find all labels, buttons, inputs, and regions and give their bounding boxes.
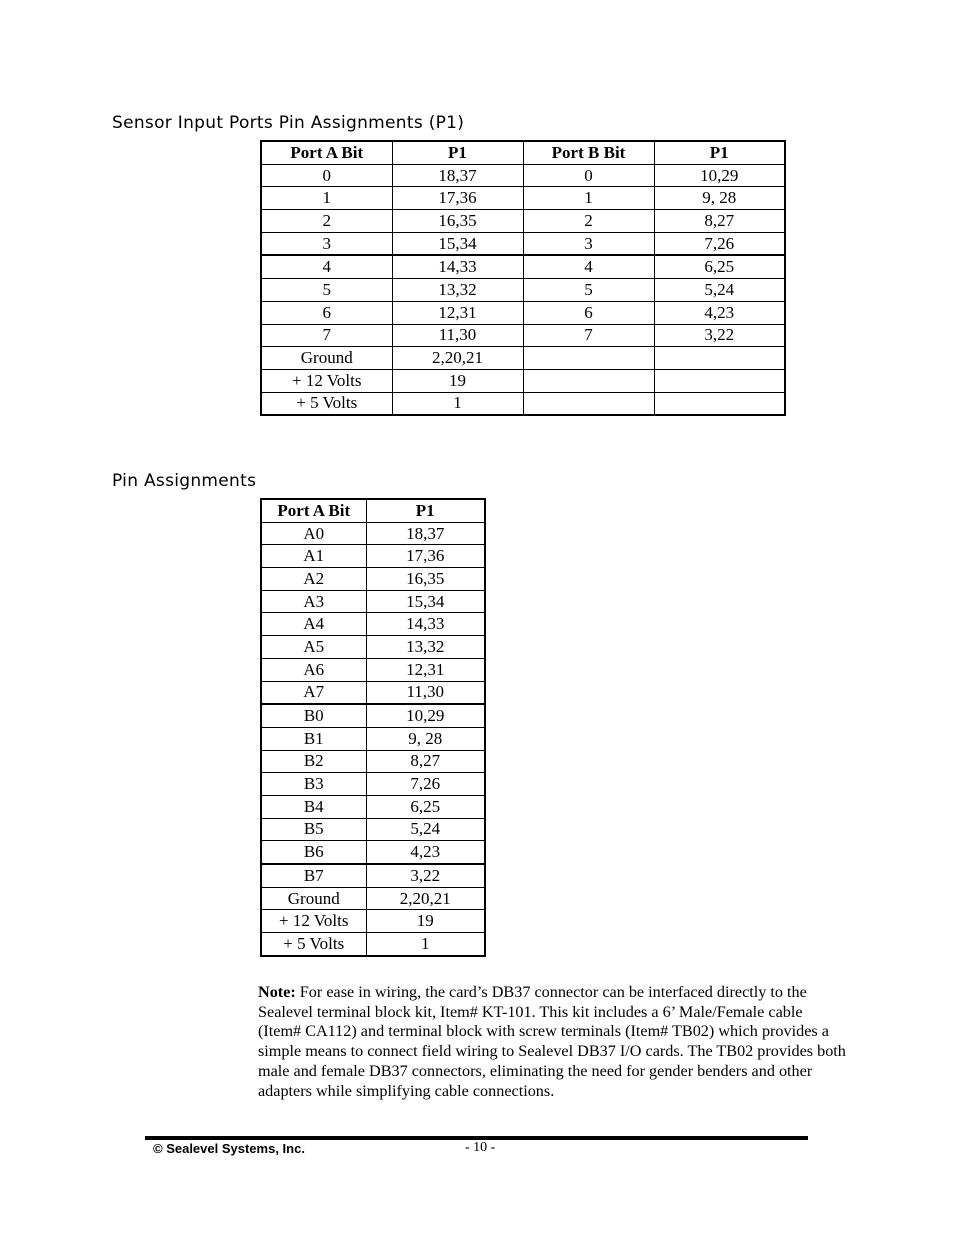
table-cell: + 5 Volts [261, 392, 392, 415]
table-cell: B6 [261, 841, 366, 864]
table-cell: 17,36 [366, 545, 485, 568]
table-cell: 8,27 [654, 210, 785, 233]
table-cell: 9, 28 [654, 187, 785, 210]
table-cell: + 12 Volts [261, 369, 392, 392]
table-cell: 3 [261, 232, 392, 255]
column-header: Port A Bit [261, 499, 366, 522]
section-heading-pin-assignments: Pin Assignments [112, 471, 257, 491]
column-header: P1 [654, 141, 785, 164]
table-cell: 4,23 [654, 301, 785, 324]
table-cell: 6,25 [366, 795, 485, 818]
table-cell: 9, 28 [366, 727, 485, 750]
table-cell: B0 [261, 704, 366, 727]
table-row [261, 841, 485, 864]
table-cell: 7,26 [366, 773, 485, 796]
table-cell: Ground [261, 887, 366, 910]
table-row [261, 704, 485, 727]
table-cell [654, 392, 785, 415]
table-cell: 4 [261, 255, 392, 278]
table-cell: 13,32 [366, 636, 485, 659]
table-cell: 17,36 [392, 187, 523, 210]
table-cell: A3 [261, 590, 366, 613]
table-cell: 3,22 [366, 864, 485, 887]
table-cell [654, 369, 785, 392]
table-header-row [261, 141, 785, 164]
table-cell: 15,34 [366, 590, 485, 613]
table-row [261, 727, 485, 750]
table-cell: 7 [261, 324, 392, 347]
table-cell: 0 [523, 164, 654, 187]
note-label: Note: [258, 983, 296, 1001]
pin-assignments-table-body [261, 522, 485, 956]
table-cell: 4,23 [366, 841, 485, 864]
column-header: P1 [366, 499, 485, 522]
table-cell: 11,30 [366, 681, 485, 704]
table-cell: 1 [392, 392, 523, 415]
table-cell: A4 [261, 613, 366, 636]
table-cell: 18,37 [392, 164, 523, 187]
table-cell: A0 [261, 522, 366, 545]
table-cell [523, 392, 654, 415]
table-row [261, 545, 485, 568]
table-cell: A5 [261, 636, 366, 659]
table-cell: 12,31 [392, 301, 523, 324]
table-cell: 7,26 [654, 232, 785, 255]
table-cell: 2,20,21 [392, 347, 523, 370]
table-row [261, 301, 785, 324]
table-cell: B7 [261, 864, 366, 887]
table-row [261, 232, 785, 255]
table-cell: 7 [523, 324, 654, 347]
table-cell: 6,25 [654, 255, 785, 278]
table-cell: 5,24 [654, 279, 785, 302]
table-cell: 14,33 [366, 613, 485, 636]
table-cell: 2,20,21 [366, 887, 485, 910]
table-cell: 4 [523, 255, 654, 278]
table-row [261, 369, 785, 392]
table-cell: B3 [261, 773, 366, 796]
table-cell: 13,32 [392, 279, 523, 302]
table-row [261, 795, 485, 818]
table-row [261, 568, 485, 591]
table-cell: B5 [261, 818, 366, 841]
table-cell: 6 [261, 301, 392, 324]
footer-copyright: © Sealevel Systems, Inc. [153, 1141, 305, 1156]
table-row [261, 210, 785, 233]
table-row [261, 255, 785, 278]
table-cell [523, 347, 654, 370]
sensor-ports-table-body [261, 164, 785, 415]
table-row [261, 164, 785, 187]
table-cell: + 12 Volts [261, 910, 366, 933]
table-row [261, 636, 485, 659]
table-cell: B2 [261, 750, 366, 773]
table-cell: 19 [392, 369, 523, 392]
table-cell: 5 [261, 279, 392, 302]
table-cell: 10,29 [366, 704, 485, 727]
table-row [261, 750, 485, 773]
table-cell: B1 [261, 727, 366, 750]
table-row [261, 933, 485, 956]
table-cell: 5,24 [366, 818, 485, 841]
table-cell: 3 [523, 232, 654, 255]
table-cell: 11,30 [392, 324, 523, 347]
table-cell: 5 [523, 279, 654, 302]
table-row [261, 658, 485, 681]
table-row [261, 590, 485, 613]
column-header: Port B Bit [523, 141, 654, 164]
table-row [261, 864, 485, 887]
table-cell: A6 [261, 658, 366, 681]
column-header: Port A Bit [261, 141, 392, 164]
table-row [261, 522, 485, 545]
table-row [261, 279, 785, 302]
column-header: P1 [392, 141, 523, 164]
table-cell: 16,35 [366, 568, 485, 591]
table-row [261, 187, 785, 210]
table-cell: 3,22 [654, 324, 785, 347]
page-number: - 10 - [465, 1140, 496, 1155]
table-row [261, 324, 785, 347]
table-row [261, 818, 485, 841]
table-cell: B4 [261, 795, 366, 818]
table-cell: 8,27 [366, 750, 485, 773]
table-row [261, 613, 485, 636]
table-cell: 1 [523, 187, 654, 210]
table-cell: A2 [261, 568, 366, 591]
table-header-row [261, 499, 485, 522]
table-cell: 2 [523, 210, 654, 233]
sensor-ports-table [260, 140, 786, 416]
pin-assignments-table [260, 498, 486, 957]
table-row [261, 910, 485, 933]
table-cell: A7 [261, 681, 366, 704]
table-cell: 15,34 [392, 232, 523, 255]
table-cell: A1 [261, 545, 366, 568]
table-cell: 1 [366, 933, 485, 956]
table-cell: 6 [523, 301, 654, 324]
table-cell: 10,29 [654, 164, 785, 187]
table-cell: 18,37 [366, 522, 485, 545]
table-cell: 2 [261, 210, 392, 233]
table-row [261, 887, 485, 910]
table-cell: 0 [261, 164, 392, 187]
table-cell: 1 [261, 187, 392, 210]
table-cell [523, 369, 654, 392]
note-paragraph [258, 983, 848, 1101]
table-cell: 16,35 [392, 210, 523, 233]
table-row [261, 347, 785, 370]
table-cell: 12,31 [366, 658, 485, 681]
table-row [261, 773, 485, 796]
table-cell: 14,33 [392, 255, 523, 278]
section-heading-sensor-ports: Sensor Input Ports Pin Assignments (P1) [112, 113, 465, 133]
table-cell [654, 347, 785, 370]
table-row [261, 392, 785, 415]
table-row [261, 681, 485, 704]
table-cell: Ground [261, 347, 392, 370]
table-cell: 19 [366, 910, 485, 933]
table-cell: + 5 Volts [261, 933, 366, 956]
note-text: For ease in wiring, the card’s DB37 connector can be interfaced directly to the Sealevel terminal block kit, Item# KT-101. This kit includes a 6’ Male/Female cable (Item# CA112) and terminal block with screw terminals (Item# TB02) which provides a simple means to connect field wiring to Sealevel DB37 I/O cards. The TB02 provides both male and female DB37 connectors, eliminating the need for gender benders and other adapters while simplifying cable connections. [258, 983, 846, 1100]
